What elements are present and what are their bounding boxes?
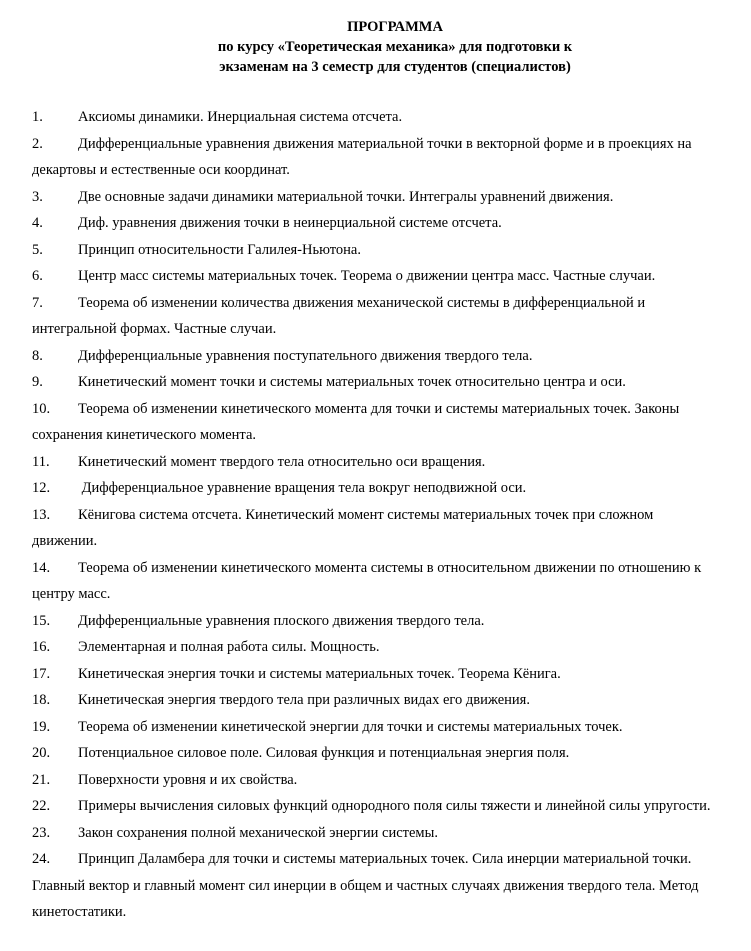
list-item: [32, 104, 722, 131]
list-item: [32, 290, 722, 343]
item-number: 17.: [32, 665, 51, 682]
item-text: Дифференциальное уравнение вращения тела вокруг неподвижной оси.: [78, 480, 527, 496]
document-subtitle-line-1: по курсу «Теоретическая механика» для подготовки к: [217, 39, 573, 55]
item-text: Кинетический момент точки и системы материальных точек относительно центра и оси.: [78, 374, 626, 390]
list-item: [32, 820, 722, 847]
item-text: Кинетическая энергия твердого тела при различных видах его движения.: [78, 692, 530, 708]
item-text: Аксиомы динамики. Инерциальная система отсчета.: [78, 109, 403, 125]
document-subtitle-line-2: экзаменам на 3 семестр для студентов (специалистов): [219, 59, 571, 75]
item-number: 7.: [32, 294, 43, 311]
item-number: 4.: [32, 215, 43, 231]
item-text: Кинетический момент твердого тела относительно оси вращения.: [78, 453, 486, 470]
item-number: 24.: [32, 851, 51, 867]
document-title: ПРОГРАММА: [347, 19, 443, 35]
item-number: 13.: [32, 506, 51, 523]
item-number: 16.: [32, 639, 51, 655]
item-text: Диф. уравнения движения точки в неинерциальной системе отсчета.: [78, 215, 502, 231]
list-item: [32, 502, 722, 555]
item-text: Принцип относительности Галилея-Ньютона.: [78, 241, 361, 258]
item-text: Элементарная и полная работа силы. Мощность.: [78, 639, 380, 655]
list-item: [32, 555, 722, 608]
item-text: Теорема об изменении кинетического момента системы в относительном движении по отношению к центру масс.: [32, 559, 702, 602]
item-number: 10.: [32, 400, 51, 417]
item-number: 18.: [32, 692, 51, 708]
item-number: 15.: [32, 612, 51, 629]
item-number: 20.: [32, 745, 51, 761]
list-item: [32, 237, 722, 264]
topics-list: [32, 104, 722, 926]
item-number: 11.: [32, 453, 50, 470]
item-text: Закон сохранения полной механической энергии системы.: [78, 824, 438, 841]
item-text: Кёнигова система отсчета. Кинетический момент системы материальных точек при сложном движении.: [32, 506, 654, 549]
item-number: 2.: [32, 135, 43, 152]
document-header: [0, 17, 751, 77]
list-item: [32, 131, 722, 184]
list-item: [32, 793, 722, 820]
item-text: Центр масс системы материальных точек. Теорема о движении центра масс. Частные случаи.: [78, 268, 656, 284]
item-number: 8.: [32, 347, 43, 364]
list-item: [32, 343, 722, 370]
item-number: 9.: [32, 374, 43, 390]
item-text: Потенциальное силовое поле. Силовая функция и потенциальная энергия поля.: [78, 745, 570, 761]
list-item: [32, 210, 722, 237]
item-text: Теорема об изменении кинетической энергии для точки и системы материальных точек.: [78, 718, 623, 735]
item-number: 5.: [32, 241, 43, 258]
item-text: Примеры вычисления силовых функций однородного поля силы тяжести и линейной силы упругости.: [78, 798, 711, 814]
item-text: Теорема об изменении количества движения механической системы в дифференциальной и интегральной формах. Частные случаи.: [32, 294, 646, 337]
list-item: [32, 687, 722, 714]
item-text: Дифференциальные уравнения поступательного движения твердого тела.: [78, 347, 533, 364]
item-number: 1.: [32, 109, 43, 125]
item-text: Две основные задачи динамики материальной точки. Интегралы уравнений движения.: [78, 188, 614, 205]
list-item: [32, 608, 722, 635]
item-number: 14.: [32, 559, 51, 576]
list-item: [32, 767, 722, 794]
item-number: 19.: [32, 718, 51, 735]
item-number: 12.: [32, 480, 51, 496]
item-text: Теорема об изменении кинетического момента для точки и системы материальных точек. Законы сохранения кинетического момента.: [32, 400, 680, 443]
list-item: [32, 449, 722, 476]
list-item: [32, 740, 722, 767]
item-number: 6.: [32, 268, 43, 284]
list-item: [32, 475, 722, 502]
item-text: Поверхности уровня и их свойства.: [78, 771, 298, 788]
list-item: [32, 263, 722, 290]
item-text: Принцип Даламбера для точки и системы материальных точек. Сила инерции материальной точки. Главный вектор и главный момент сил инерции в общем и частных случаях движения твердого тела. Метод кинетостатики.: [32, 851, 699, 920]
item-number: 3.: [32, 188, 43, 205]
list-item: [32, 661, 722, 688]
list-item: [32, 634, 722, 661]
item-text: Дифференциальные уравнения плоского движения твердого тела.: [78, 612, 485, 629]
item-text: Дифференциальные уравнения движения материальной точки в векторной форме и в проекциях на декартовы и естественные оси координат.: [32, 135, 692, 178]
item-number: 21.: [32, 771, 51, 788]
list-item: [32, 714, 722, 741]
item-text: Кинетическая энергия точки и системы материальных точек. Теорема Кёнига.: [78, 665, 561, 682]
list-item: [32, 396, 722, 449]
item-number: 23.: [32, 824, 51, 841]
item-number: 22.: [32, 798, 51, 814]
list-item: [32, 369, 722, 396]
list-item: [32, 846, 722, 926]
list-item: [32, 184, 722, 211]
